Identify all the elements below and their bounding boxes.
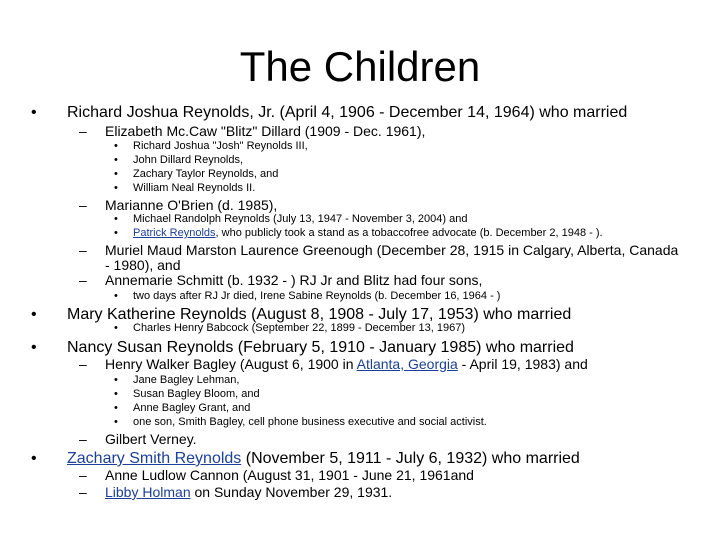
bullet: • [114,140,118,152]
atlanta-georgia-link[interactable]: Atlanta, Georgia [356,356,458,372]
dash-bullet: – [79,484,87,500]
item-text: Gilbert Verney. [105,431,197,447]
item-text: William Neal Reynolds II. [133,182,256,194]
item-text: one son, Smith Bagley, cell phone business executive and social activist. [133,416,487,428]
dash-bullet: – [79,123,87,139]
item-text: John Dillard Reynolds, [133,154,244,166]
item-text: Richard Joshua Reynolds, Jr. (April 4, 1906 - December 14, 1964) who married [67,104,628,121]
bullet: • [31,450,37,467]
item-text-rest: on Sunday November 29, 1931. [190,484,393,500]
item-text: Muriel Maud Marston Laurence Greenough (December 28, 1915 in Calgary, Alberta, Canada [105,242,679,258]
item-text: - 1980), and [105,257,181,273]
libby-holman-link[interactable]: Libby Holman [105,484,191,500]
item-text: Elizabeth Mc.Caw "Blitz" Dillard (1909 - Dec. 1961), [105,123,426,139]
patrick-reynolds-link[interactable]: Patrick Reynolds [133,227,216,239]
item-text: Anne Ludlow Cannon (August 31, 1901 - June 21, 1961and [105,467,474,483]
item-text: Anne Bagley Grant, and [133,402,251,414]
dash-bullet: – [79,197,87,213]
item-text [105,484,392,500]
item-text: Richard Joshua "Josh" Reynolds III, [133,140,308,152]
bullet: • [114,168,118,180]
bullet: • [31,339,37,356]
bullet: • [114,402,118,414]
bullet: • [114,388,118,400]
bullet: • [114,182,118,194]
bullet: • [31,306,37,323]
item-text: Annemarie Schmitt (b. 1932 - ) RJ Jr and Blitz had four sons, [105,272,483,288]
bullet: • [114,322,118,334]
dash-bullet: – [79,467,87,483]
item-text: Mary Katherine Reynolds (August 8, 1908 - July 17, 1953) who married [67,306,572,323]
item-text: Charles Henry Babcock (September 22, 1899 - December 13, 1967) [133,322,466,334]
item-text: two days after RJ Jr died, Irene Sabine Reynolds (b. December 16, 1964 - ) [133,290,501,302]
item-text [133,227,603,240]
slide-title: The Children [239,43,481,90]
item-text [105,356,588,372]
dash-bullet: – [79,242,87,258]
item-text [67,449,580,468]
bullet: • [114,374,118,386]
item-text: Marianne O'Brien (d. 1985), [105,197,278,213]
bullet: • [114,416,118,428]
item-text-rest: , who publicly took a stand as a tobaccofree advocate (b. December 2, 1948 - ). [215,227,603,239]
dash-bullet: – [79,272,87,288]
item-text: Susan Bagley Bloom, and [133,388,260,400]
item-text-rest: - April 19, 1983) and [457,356,588,372]
item-text: Michael Randolph Reynolds (July 13, 1947 - November 3, 2004) and [133,213,468,225]
dash-bullet: – [79,356,87,372]
item-text-start: Henry Walker Bagley (August 6, 1900 in [105,356,357,372]
item-text: Zachary Taylor Reynolds, and [133,168,279,180]
bullet: • [114,290,118,302]
item-text: Nancy Susan Reynolds (February 5, 1910 - January 1985) who married [67,339,574,356]
bullet: • [114,227,118,239]
item-text: Jane Bagley Lehman, [133,374,240,386]
zachary-smith-reynolds-link[interactable]: Zachary Smith Reynolds [67,450,242,467]
bullet: • [114,154,118,166]
bullet: • [114,213,118,225]
dash-bullet: – [79,431,87,447]
item-text-rest: (November 5, 1911 - July 6, 1932) who married [241,450,580,467]
bullet: • [31,104,37,121]
